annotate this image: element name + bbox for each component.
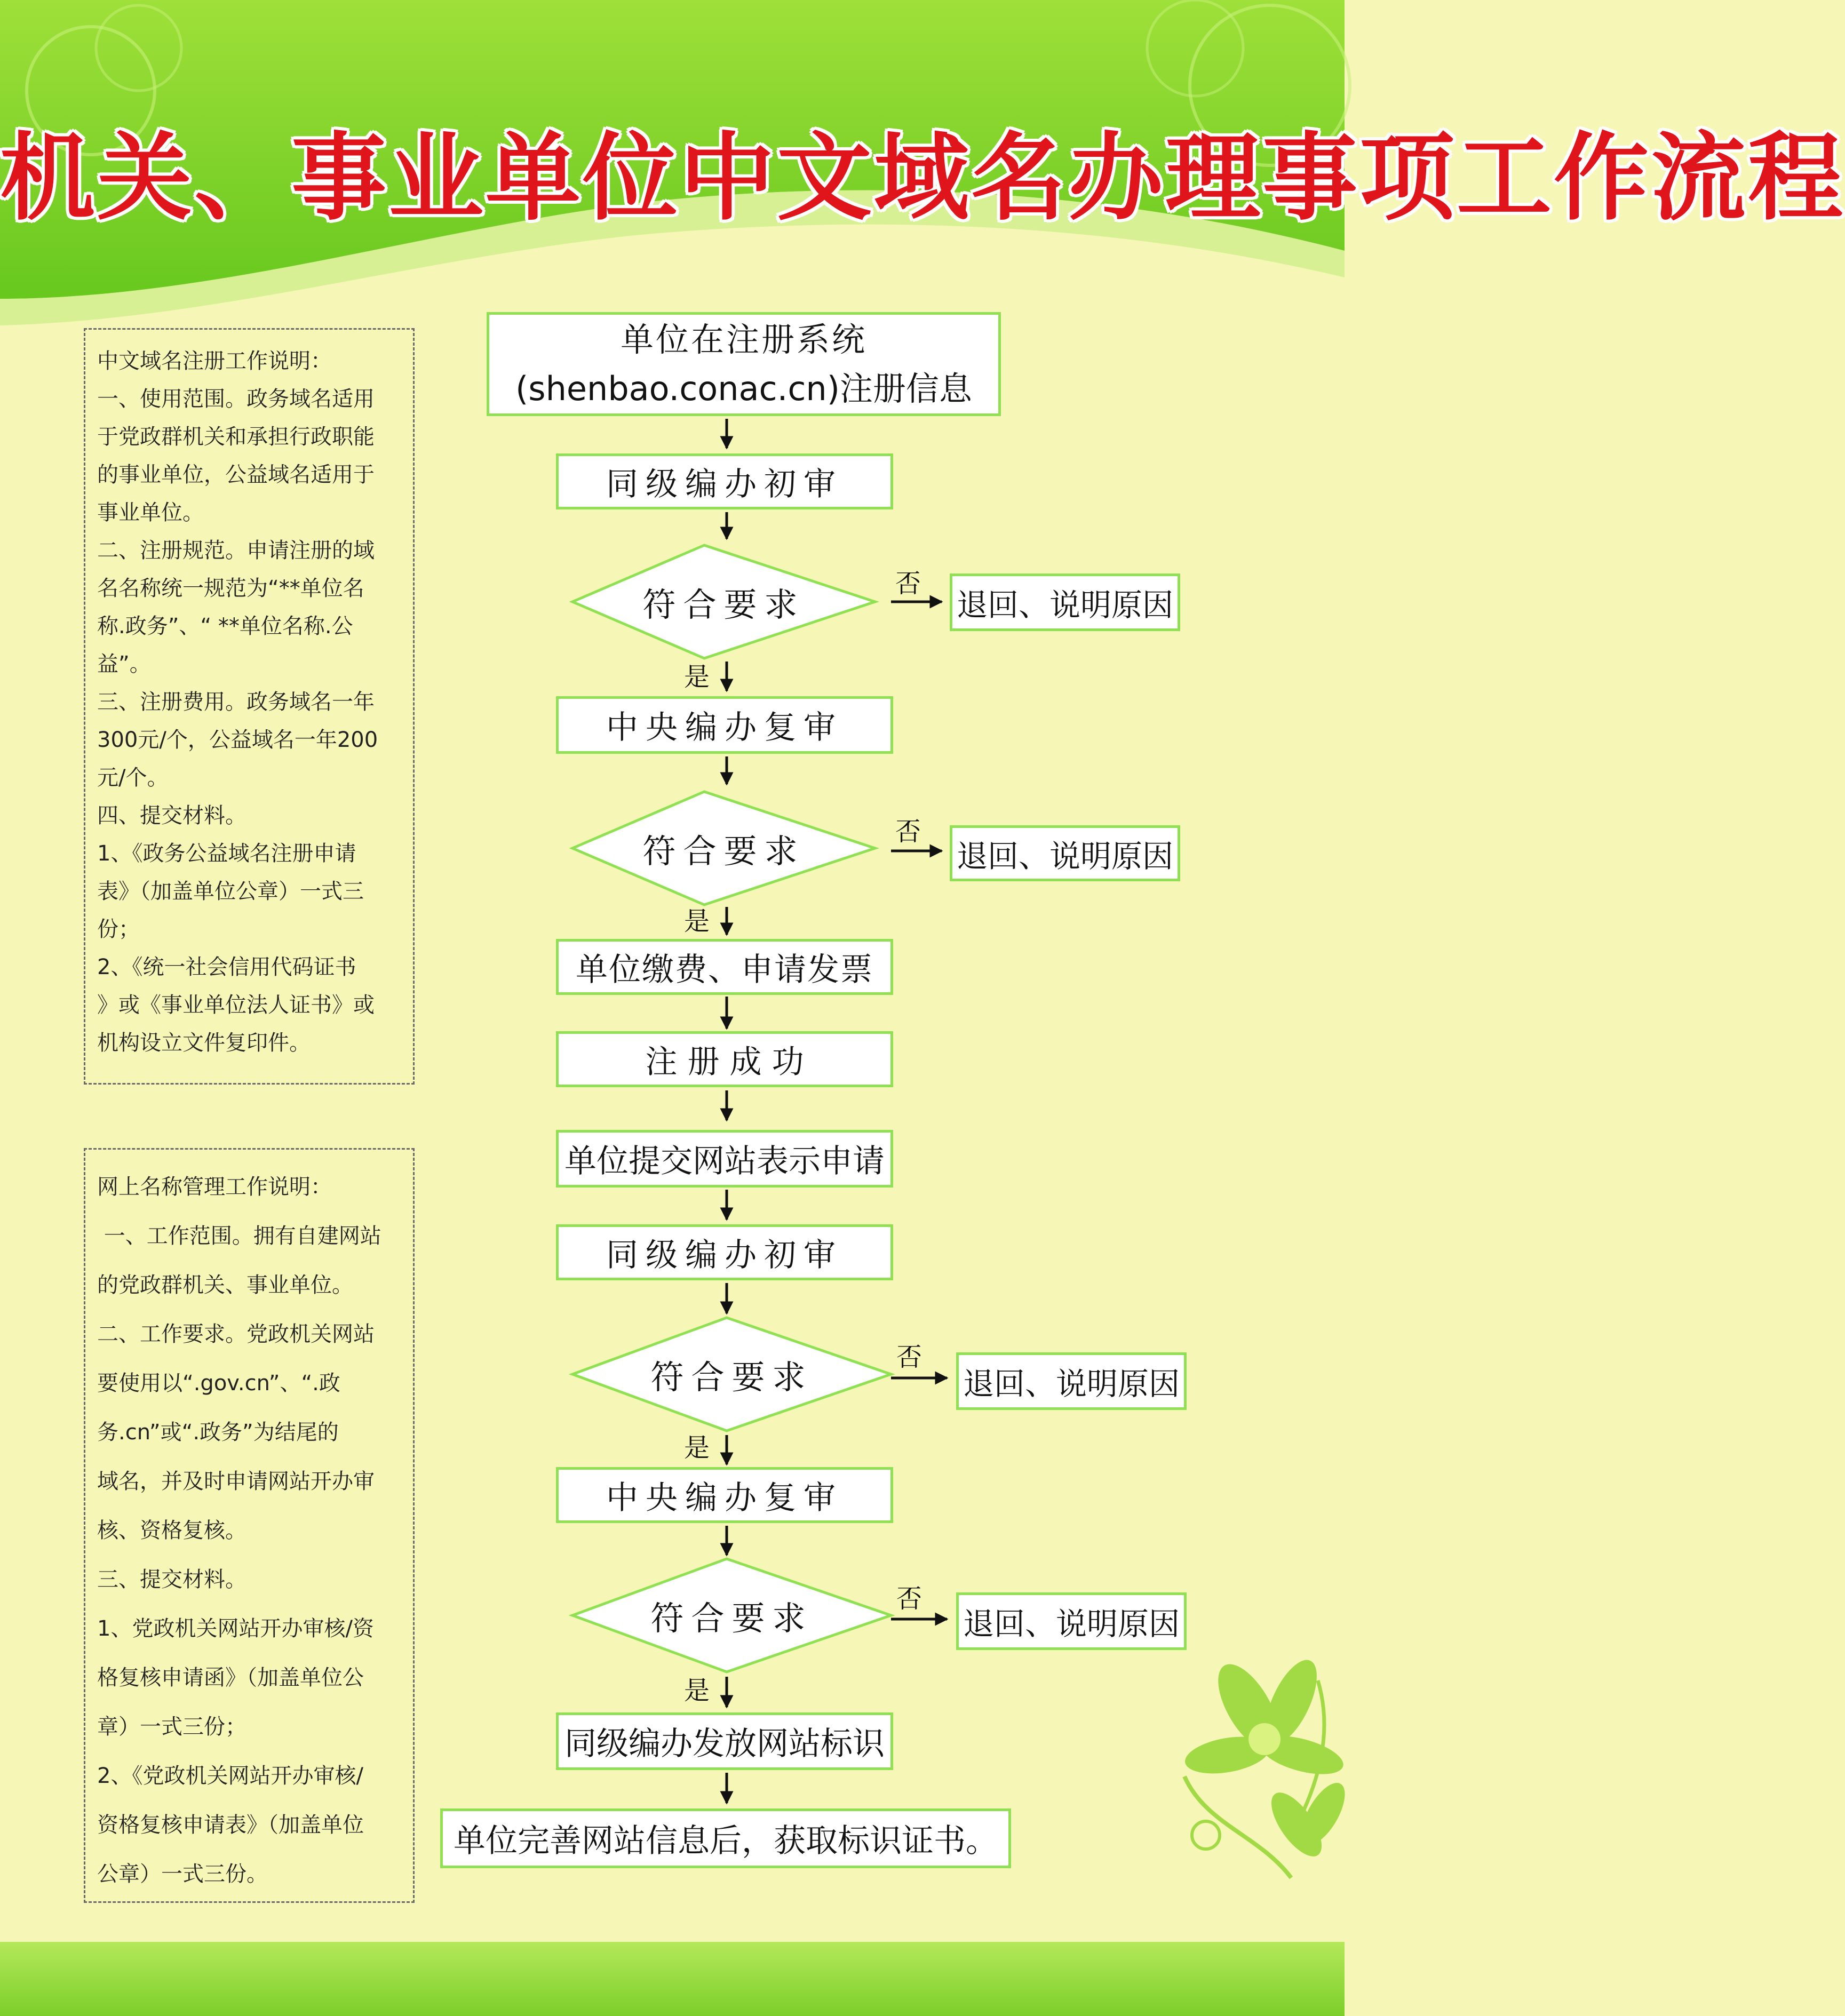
step-same-level-review-1: 同级编办初审	[556, 453, 893, 509]
step-same-level-review-2: 同级编办初审	[556, 1224, 893, 1280]
no-label: 否	[896, 1584, 922, 1614]
no-label: 否	[895, 569, 921, 599]
note-line: 三、提交材料。	[97, 1567, 246, 1592]
note-line: 事业单位。	[97, 500, 204, 525]
note-line: 2、《统一社会信用代码证书	[97, 955, 356, 979]
register-line-2: (shenbao.conac.cn)注册信息	[515, 369, 972, 408]
reject-box: 退回、说明原因	[950, 573, 1180, 631]
reject-box: 退回、说明原因	[950, 825, 1180, 881]
note-line: 表》（加盖单位公章）一式三	[97, 879, 364, 904]
no-label: 否	[896, 1342, 922, 1372]
note-line: 四、提交材料。	[97, 803, 246, 828]
note-line: 2、《党政机关网站开办审核/	[97, 1764, 363, 1788]
note-line: 核、资格复核。	[97, 1518, 246, 1543]
reject-box: 退回、说明原因	[956, 1592, 1187, 1650]
step-central-review-2: 中央编办复审	[556, 1467, 893, 1523]
note-line: 份；	[97, 917, 140, 942]
step-submit-website: 单位提交网站表示申请	[556, 1130, 893, 1188]
note-line: 元/个。	[97, 766, 169, 790]
note-line: 二、注册规范。申请注册的域	[97, 538, 375, 563]
note-line: 二、工作要求。党政机关网站	[97, 1322, 375, 1346]
no-label: 否	[895, 817, 921, 847]
step-pay-invoice: 单位缴费、申请发票	[556, 939, 893, 995]
decision-label: 符合要求	[650, 1357, 813, 1397]
yes-label: 是	[684, 662, 710, 692]
note-line: 于党政群机关和承担行政职能	[97, 425, 375, 449]
note-line: 的事业单位，公益域名适用于	[97, 463, 375, 487]
decision-label: 符合要求	[642, 831, 805, 871]
note-line: 300元/个，公益域名一年200	[97, 728, 378, 752]
step-final-certificate: 单位完善网站信息后，获取标识证书。	[440, 1808, 1011, 1868]
note-line: 1、《政务公益域名注册申请	[97, 841, 356, 866]
note-line: 一、使用范围。政务域名适用	[97, 387, 375, 411]
yes-label: 是	[684, 1433, 710, 1463]
yes-label: 是	[684, 906, 710, 936]
note-line: 公章）一式三份。	[97, 1862, 268, 1886]
note-line: 域名，并及时申请网站开办审	[97, 1469, 375, 1494]
step-register-info	[487, 312, 1001, 416]
note-line: 网上名称管理工作说明：	[97, 1175, 332, 1199]
decision-label: 符合要求	[642, 585, 805, 624]
note-line: 务.cn”或“.政务”为结尾的	[97, 1420, 339, 1445]
step-issue-logo: 同级编办发放网站标识	[556, 1712, 893, 1770]
step-register-success: 注 册 成 功	[556, 1031, 893, 1087]
reject-box: 退回、说明原因	[956, 1352, 1187, 1410]
note-line: 1、党政机关网站开办审核/资	[97, 1616, 374, 1641]
yes-label: 是	[684, 1676, 710, 1706]
note-line: 章）一式三份；	[97, 1715, 246, 1739]
register-line-1: 单位在注册系统	[620, 320, 867, 359]
note-line: 一、工作范围。拥有自建网站	[97, 1224, 381, 1248]
note-line: 称.政务”、“ **单位名称.公	[97, 614, 353, 639]
note-line: 格复核申请函》（加盖单位公	[97, 1666, 364, 1690]
step-central-review-1: 中央编办复审	[556, 696, 893, 754]
note-line: 机构设立文件复印件。	[97, 1031, 311, 1055]
note-line: 资格复核申请表》（加盖单位	[97, 1813, 364, 1837]
note-line: 名名称统一规范为“**单位名	[97, 576, 364, 601]
note-line: 中文域名注册工作说明：	[97, 349, 332, 373]
note-line: 要使用以“.gov.cn”、“.政	[97, 1371, 340, 1396]
note-line: 三、注册费用。政务域名一年	[97, 690, 375, 714]
page-title: 机关、事业单位中文域名办理事项工作流程	[0, 122, 1845, 233]
note-line: 益”。	[97, 652, 151, 676]
note-line: 》或《事业单位法人证书》或	[97, 993, 375, 1017]
decision-label: 符合要求	[650, 1598, 813, 1638]
note-line: 的党政群机关、事业单位。	[97, 1273, 353, 1297]
